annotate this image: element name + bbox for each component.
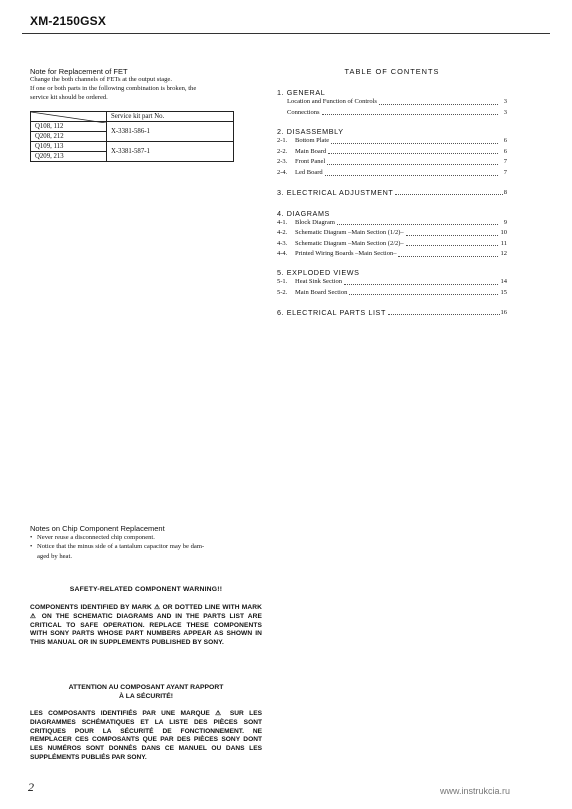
chip-note-body	[30, 533, 262, 561]
table-cell-parts: Q208, 212	[31, 132, 107, 142]
toc-entry-number: 2-1.	[277, 137, 288, 145]
bullet-icon: •	[30, 534, 33, 541]
toc-entry[interactable]	[277, 97, 507, 108]
toc-entry-page: 10	[500, 229, 507, 237]
chip-note-title: Notes on Chip Component Replacement	[30, 524, 165, 533]
table-row	[31, 142, 234, 152]
toc-entry-page: 7	[503, 158, 507, 166]
safety-warning-title: SAFETY-RELATED COMPONENT WARNING!!	[69, 586, 223, 593]
toc-entry-label: Schematic Diagram –Main Section (1/2)–	[295, 229, 404, 237]
safety-warning-body: COMPONENTS IDENTIFIED BY MARK ⚠ OR DOTTED LINE WITH MARK ⚠ ON THE SCHEMATIC DIAGRAMS AND IN THE PARTS LIST ARE CRITICAL TO SAFE OPERATION. REPLACE THESE COMPONENTS WITH SONY PARTS WHOSE PART NUMBERS APPEAR AS SHOWN IN THIS MANUAL OR IN SUPPLEMENTS PUBLISHED BY SONY.	[30, 604, 262, 647]
toc-section-heading: 1. GENERAL	[277, 88, 326, 97]
toc-entry-page: 11	[500, 239, 507, 247]
list-item	[30, 533, 262, 542]
toc-title: TABLE OF CONTENTS	[344, 67, 440, 76]
toc-entry-number: 2-2.	[277, 147, 288, 155]
bullet-icon: •	[30, 543, 33, 551]
chip-note-continuation: aged by heat.	[37, 552, 72, 560]
toc-entry-label: Block Diagram	[295, 218, 335, 226]
table-row	[31, 122, 234, 132]
toc-entry-page: 8	[503, 188, 507, 196]
toc-entry[interactable]	[277, 168, 507, 179]
attention-title	[30, 683, 262, 701]
table-cell-parts: Q109, 113	[31, 142, 107, 152]
fet-note-body	[30, 76, 260, 102]
header-rule	[22, 33, 550, 34]
fet-note-title: Note for Replacement of FET	[30, 67, 128, 76]
toc-entry-label: Location and Function of Controls	[287, 98, 377, 105]
toc-entry-label: Printed Wiring Boards –Main Section–	[295, 250, 397, 258]
service-kit-table	[30, 111, 234, 162]
toc-entry[interactable]	[277, 228, 507, 239]
toc-entry-number: 5-1.	[277, 277, 288, 285]
toc-entry[interactable]	[277, 147, 507, 158]
toc-entry-page: 14	[500, 277, 507, 285]
toc-entry-number: 4-2.	[277, 229, 288, 237]
toc-entry[interactable]	[277, 108, 507, 119]
chip-note-text: Never reuse a disconnected chip component.	[37, 534, 155, 541]
fet-note-line: Change the both channels of FETs at the output stage.	[30, 76, 173, 83]
toc-entry[interactable]	[277, 218, 507, 229]
toc-entry-page: 7	[503, 168, 507, 176]
toc-section-heading: 5. EXPLODED VIEWS	[277, 267, 360, 277]
toc-entry[interactable]	[277, 308, 507, 317]
toc-section-heading: 2. DISASSEMBLY	[277, 127, 344, 137]
table-cell-kit: X-3381-586-1	[107, 122, 234, 142]
toc-section-heading: 3. ELECTRICAL ADJUSTMENT	[277, 187, 394, 197]
toc-entry-page: 6	[503, 147, 507, 155]
toc-entry-label: Connections	[287, 108, 320, 116]
attention-title-line: À LA SÉCURITÉ!	[118, 693, 174, 700]
toc-entry-number: 2-4.	[277, 168, 288, 176]
toc-entry[interactable]	[277, 277, 507, 288]
table-header-row	[31, 112, 234, 122]
toc-entry-number: 5-2.	[277, 288, 288, 296]
toc-entry-number: 4-4.	[277, 250, 288, 258]
toc-entry-number: 2-3.	[277, 158, 288, 166]
fet-note-line: service kit should be ordered.	[30, 93, 108, 101]
toc-entry[interactable]	[277, 239, 507, 250]
list-item	[30, 542, 262, 551]
table-of-contents	[277, 67, 507, 317]
toc-entry-label: Heat Sink Section	[295, 277, 342, 285]
toc-entry-page: 6	[503, 137, 507, 145]
toc-entry-label: Led Board	[295, 168, 323, 176]
attention-body: LES COMPOSANTS IDENTIFIÉS PAR UNE MARQUE ⚠ SUR LES DIAGRAMMES SCHÉMATIQUES ET LA LISTE DES PIÈCES SONT CRITIQUES POUR LA SÉCURITÉ DE FONCTIONNEMENT. NE REMPLACER CES COMPOSANTS QUE PAR DES PIÈCES SONY DONT LES NUMÉROS SONT DONNÉS DANS CE MANUEL OU DANS LES SUPPLÉMENTS PUBLIÉS PAR SONY.	[30, 710, 262, 761]
chip-note-text: Notice that the minus side of a tantalum capacitor may be dam-	[37, 543, 205, 551]
table-cell-kit: X-3381-587-1	[107, 142, 234, 162]
toc-entry-label: Front Panel	[295, 158, 326, 166]
diagonal-line-icon	[31, 112, 106, 123]
toc-entry-label: Schematic Diagram –Main Section (2/2)–	[295, 239, 404, 247]
toc-entry-page: 3	[503, 98, 507, 105]
model-title: XM-2150GSX	[30, 14, 107, 28]
toc-entry-label: Main Board	[295, 147, 327, 155]
toc-entry[interactable]	[277, 157, 507, 168]
toc-entry-label: Bottom Plate	[295, 137, 330, 145]
toc-entry-number: 4-1.	[277, 218, 288, 226]
toc-entry-page: 12	[500, 250, 507, 258]
toc-entry-page: 15	[500, 288, 507, 296]
toc-entry[interactable]	[277, 249, 507, 260]
toc-entry-page: 3	[503, 108, 507, 116]
page-number: 2	[28, 780, 34, 794]
toc-entry-page: 9	[503, 218, 507, 226]
toc-entry-number: 4-3.	[277, 239, 288, 247]
toc-section-heading: 6. ELECTRICAL PARTS LIST	[277, 308, 386, 318]
watermark-link[interactable]: www.instrukcia.ru	[440, 786, 511, 796]
table-cell-parts: Q108, 112	[31, 122, 107, 132]
toc-entry[interactable]	[277, 188, 507, 197]
diagonal-header-cell	[31, 112, 107, 122]
table-cell-parts: Q209, 213	[31, 152, 107, 162]
toc-section-heading: 4. DIAGRAMS	[277, 208, 330, 218]
toc-entry-label: Main Board Section	[295, 288, 348, 296]
toc-entry[interactable]	[277, 288, 507, 299]
fet-note-line: If one or both parts in the following combination is broken, the	[30, 84, 197, 92]
toc-entry[interactable]	[277, 136, 507, 147]
attention-title-line: ATTENTION AU COMPOSANT AYANT RAPPORT	[68, 684, 224, 691]
toc-entry-page: 16	[500, 309, 507, 317]
table-header: Service kit part No.	[107, 112, 234, 122]
